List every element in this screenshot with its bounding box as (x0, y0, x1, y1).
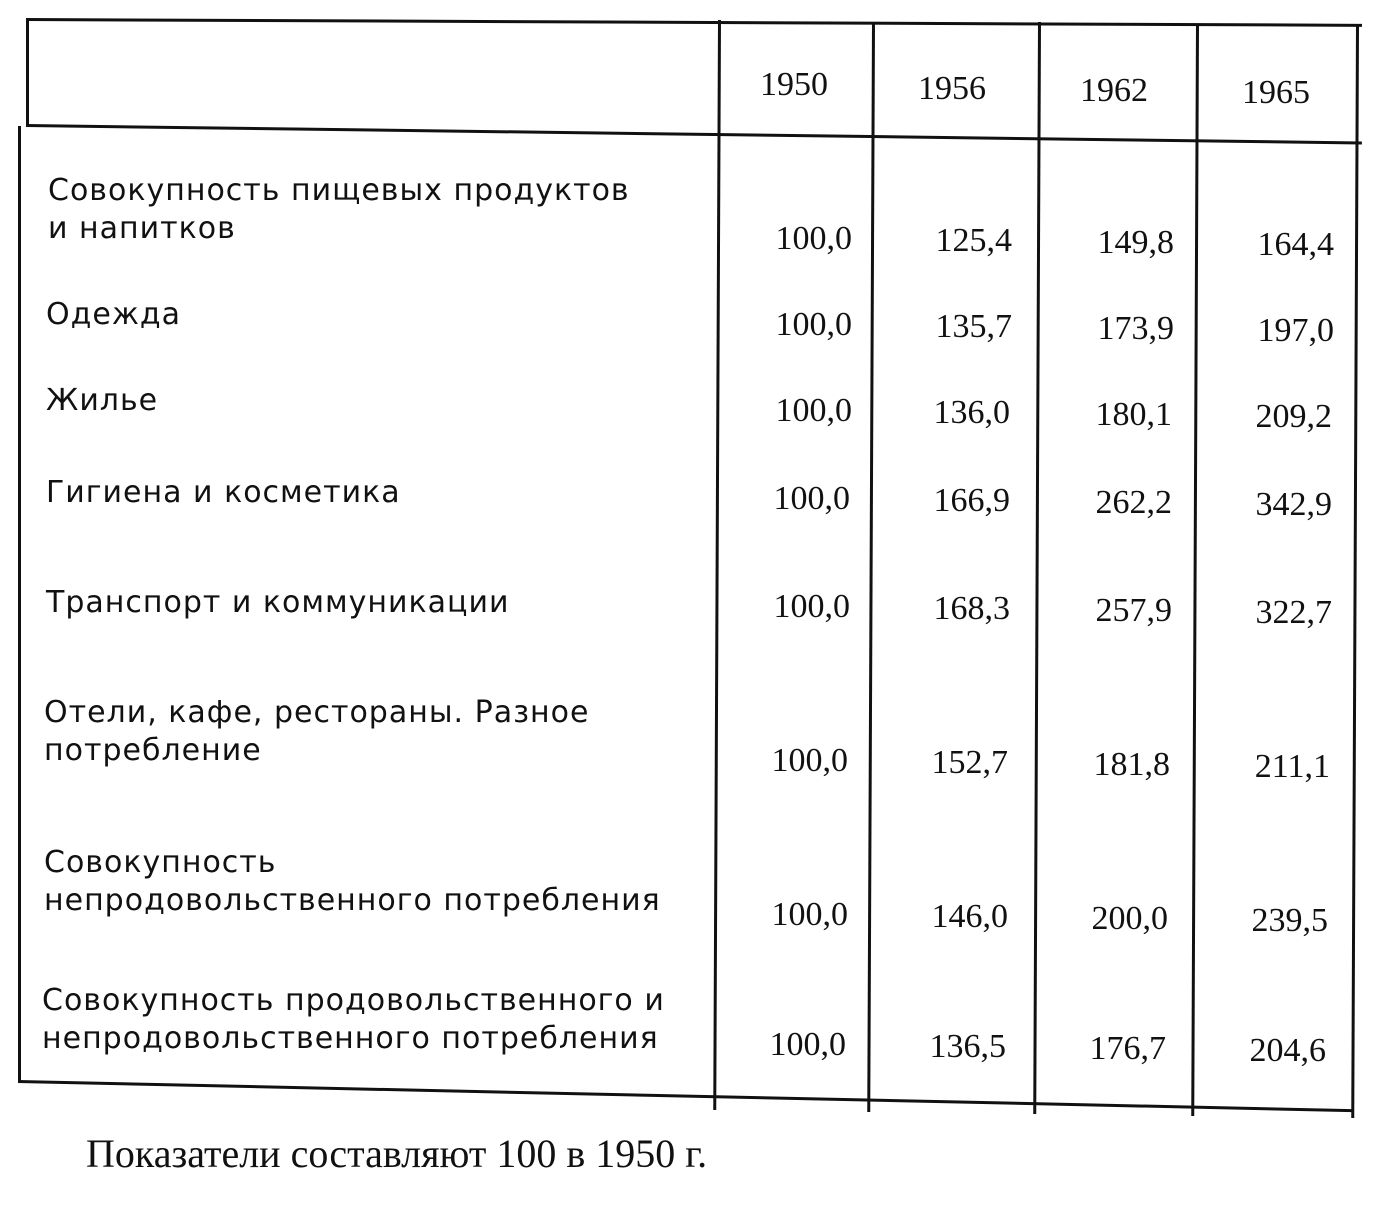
value-1962: 180,1 (1095, 396, 1172, 433)
header-year-1950: 1950 (760, 66, 828, 103)
value-1956: 125,4 (935, 222, 1012, 259)
table-left-border (18, 126, 21, 1082)
value-1956: 136,0 (933, 394, 1010, 431)
value-1956: 136,5 (929, 1028, 1006, 1065)
value-1962: 200,0 (1091, 900, 1168, 937)
value-1956: 146,0 (931, 898, 1008, 935)
value-1965: 164,4 (1257, 226, 1334, 263)
value-1965: 211,1 (1254, 748, 1330, 785)
table-left-border-top (26, 18, 29, 126)
value-1962: 181,8 (1093, 746, 1170, 783)
value-1950: 100,0 (775, 220, 852, 257)
header-year-1962: 1962 (1080, 72, 1148, 109)
row-label: Отели, кафе, рестораны. Разное потребление (44, 695, 590, 768)
header-year-1965: 1965 (1242, 74, 1310, 111)
row-label: Транспорт и коммуникации (46, 585, 510, 620)
value-1962: 262,2 (1095, 484, 1172, 521)
row-label: Совокупность продовольственного и непродовольственного потребления (42, 983, 665, 1056)
table-bottom-border (18, 1080, 1352, 1112)
row-label: Жилье (46, 383, 159, 418)
row-label: Гигиена и косметика (46, 475, 401, 510)
value-1950: 100,0 (771, 896, 848, 933)
value-1965: 239,5 (1251, 902, 1328, 939)
value-1950: 100,0 (775, 306, 852, 343)
value-1965: 197,0 (1257, 312, 1334, 349)
value-1950: 100,0 (773, 588, 850, 625)
value-1950: 100,0 (775, 392, 852, 429)
footnote: Показатели составляют 100 в 1950 г. (86, 1131, 708, 1176)
table-right-border (1351, 26, 1359, 1118)
column-divider-1950 (713, 20, 721, 1110)
value-1965: 209,2 (1255, 398, 1332, 435)
column-divider-1965 (1191, 24, 1199, 1116)
value-1950: 100,0 (769, 1026, 846, 1063)
column-divider-1962 (1033, 22, 1041, 1114)
column-divider-1956 (867, 22, 875, 1112)
value-1965: 322,7 (1255, 594, 1332, 631)
value-1956: 135,7 (935, 308, 1012, 345)
row-label: Одежда (46, 297, 181, 332)
row-label: Совокупность непродовольственного потребления (44, 845, 661, 918)
value-1956: 168,3 (933, 590, 1010, 627)
header-year-1956: 1956 (918, 70, 986, 107)
value-1950: 100,0 (773, 480, 850, 517)
value-1950: 100,0 (771, 742, 848, 779)
value-1965: 342,9 (1255, 486, 1332, 523)
value-1962: 257,9 (1095, 592, 1172, 629)
value-1962: 173,9 (1097, 310, 1174, 347)
value-1965: 204,6 (1249, 1032, 1326, 1069)
value-1956: 152,7 (931, 744, 1008, 781)
value-1956: 166,9 (933, 482, 1010, 519)
value-1962: 149,8 (1097, 224, 1174, 261)
value-1962: 176,7 (1089, 1030, 1166, 1067)
row-label: Совокупность пищевых продуктов и напитков (48, 173, 630, 246)
header-bottom-border (26, 124, 1362, 144)
table-top-border (26, 18, 1362, 27)
